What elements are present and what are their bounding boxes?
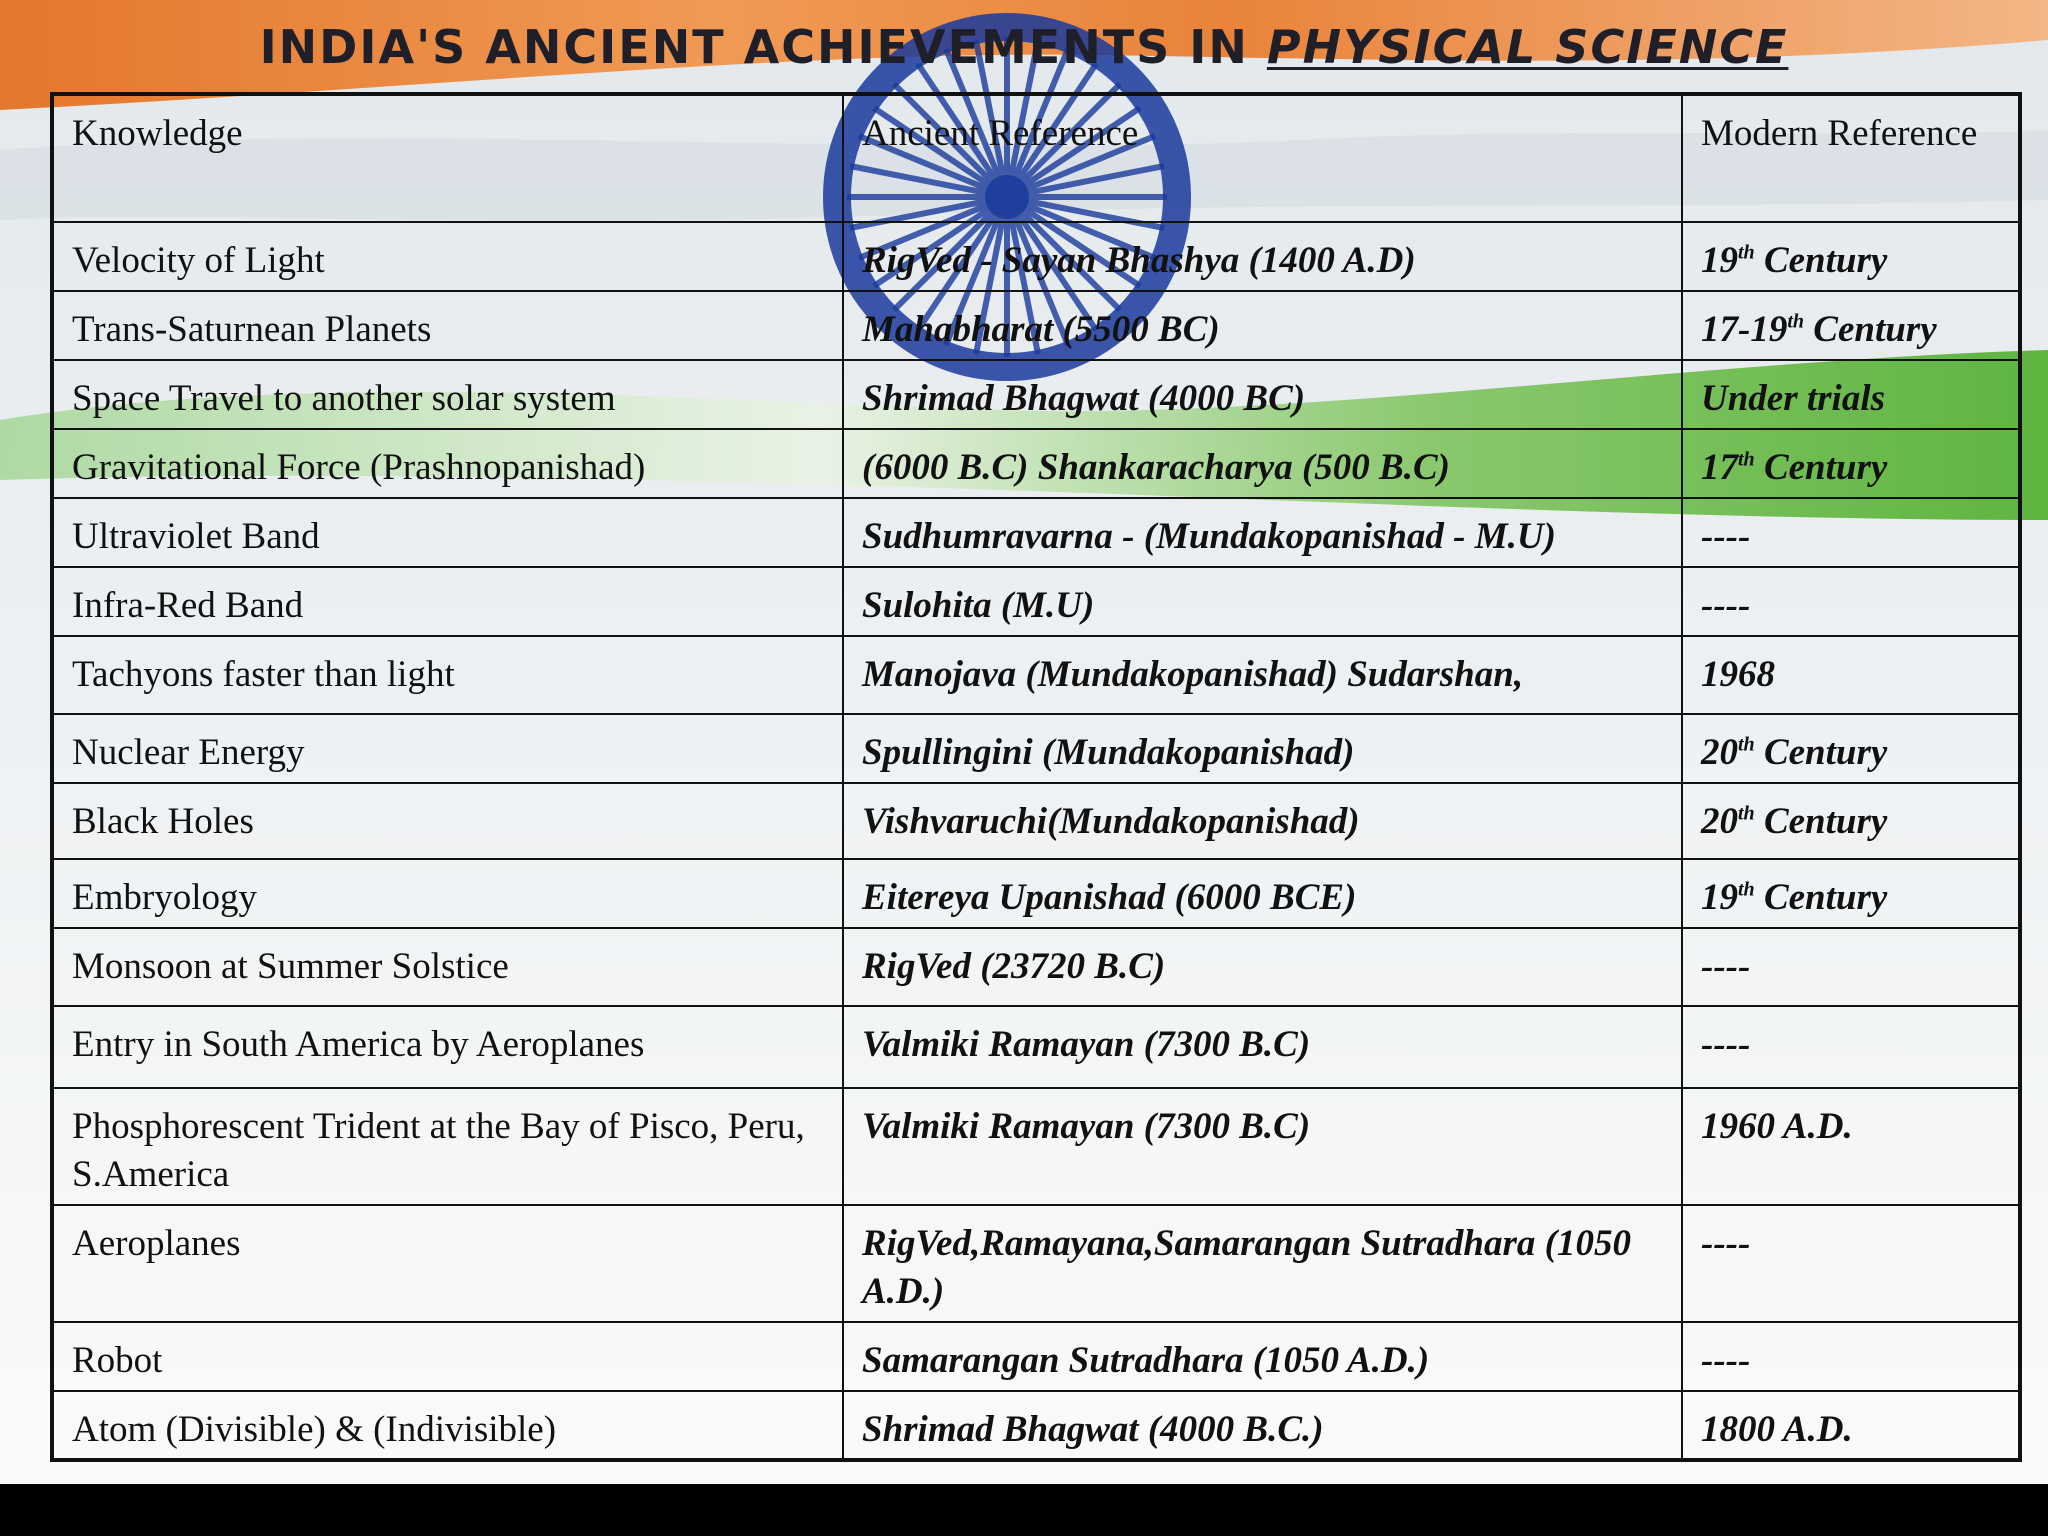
cell-knowledge: Atom (Divisible) & (Indivisible) <box>52 1391 843 1460</box>
slide-title <box>0 8 2048 86</box>
title-emphasis: PHYSICAL SCIENCE <box>1266 20 1789 74</box>
cell-ancient-reference: Shrimad Bhagwat (4000 BC) <box>843 360 1682 429</box>
cell-knowledge: Entry in South America by Aeroplanes <box>52 1006 843 1088</box>
table-row <box>52 636 2020 714</box>
modern-suffix: Century <box>1754 732 1888 773</box>
cell-knowledge: Space Travel to another solar system <box>52 360 843 429</box>
cell-ancient-reference: Valmiki Ramayan (7300 B.C) <box>843 1006 1682 1088</box>
cell-knowledge: Aeroplanes <box>52 1205 843 1322</box>
cell-modern-reference <box>1682 859 2020 928</box>
table-row <box>52 360 2020 429</box>
table-row <box>52 291 2020 360</box>
achievements-table-container <box>50 92 2018 1454</box>
cell-ancient-reference: RigVed (23720 B.C) <box>843 928 1682 1006</box>
header-ancient-reference: Ancient Reference <box>843 94 1682 222</box>
cell-modern-reference <box>1682 1006 2020 1088</box>
cell-modern-reference <box>1682 291 2020 360</box>
table-row <box>52 429 2020 498</box>
table-row <box>52 859 2020 928</box>
cell-modern-reference <box>1682 783 2020 859</box>
cell-modern-reference <box>1682 1391 2020 1460</box>
modern-main: Under trials <box>1701 378 1886 419</box>
cell-modern-reference <box>1682 222 2020 291</box>
bottom-bar <box>0 1484 2048 1536</box>
modern-superscript: th <box>1738 448 1755 471</box>
cell-ancient-reference: RigVed - Sayan Bhashya (1400 A.D) <box>843 222 1682 291</box>
cell-ancient-reference: RigVed,Ramayana,Samarangan Sutradhara (1050 A.D.) <box>843 1205 1682 1322</box>
table-row <box>52 1088 2020 1205</box>
cell-ancient-reference: Mahabharat (5500 BC) <box>843 291 1682 360</box>
cell-ancient-reference: (6000 B.C) Shankaracharya (500 B.C) <box>843 429 1682 498</box>
cell-modern-reference <box>1682 928 2020 1006</box>
cell-modern-reference <box>1682 567 2020 636</box>
cell-ancient-reference: Valmiki Ramayan (7300 B.C) <box>843 1088 1682 1205</box>
cell-knowledge: Robot <box>52 1322 843 1391</box>
cell-knowledge: Velocity of Light <box>52 222 843 291</box>
cell-knowledge: Trans-Saturnean Planets <box>52 291 843 360</box>
modern-main: 20 <box>1701 732 1738 773</box>
modern-suffix: Century <box>1754 877 1888 918</box>
table-row <box>52 1391 2020 1460</box>
cell-modern-reference <box>1682 1322 2020 1391</box>
cell-ancient-reference: Samarangan Sutradhara (1050 A.D.) <box>843 1322 1682 1391</box>
modern-suffix: Century <box>1804 309 1937 350</box>
cell-modern-reference <box>1682 714 2020 783</box>
modern-superscript: th <box>1738 733 1755 756</box>
cell-ancient-reference: Sudhumravarna - (Mundakopanishad - M.U) <box>843 498 1682 567</box>
modern-main: 19 <box>1701 877 1738 918</box>
modern-main: ---- <box>1701 1223 1751 1264</box>
cell-ancient-reference: Vishvaruchi(Mundakopanishad) <box>843 783 1682 859</box>
cell-modern-reference <box>1682 429 2020 498</box>
table-row <box>52 1205 2020 1322</box>
header-modern-reference: Modern Reference <box>1682 94 2020 222</box>
modern-main: 1960 A.D. <box>1701 1106 1853 1147</box>
modern-suffix: Century <box>1754 447 1888 488</box>
cell-knowledge: Infra-Red Band <box>52 567 843 636</box>
modern-main: 20 <box>1701 801 1738 842</box>
modern-main: 1800 A.D. <box>1701 1409 1853 1450</box>
table-row <box>52 567 2020 636</box>
cell-ancient-reference: Spullingini (Mundakopanishad) <box>843 714 1682 783</box>
cell-modern-reference <box>1682 1088 2020 1205</box>
table-row <box>52 714 2020 783</box>
cell-modern-reference <box>1682 636 2020 714</box>
modern-superscript: th <box>1738 802 1755 825</box>
modern-main: 17-19 <box>1701 309 1788 350</box>
modern-main: ---- <box>1701 585 1751 626</box>
achievements-table <box>50 92 2022 1462</box>
modern-main: ---- <box>1701 516 1751 557</box>
table-row <box>52 1322 2020 1391</box>
modern-main: ---- <box>1701 946 1751 987</box>
table-header-row <box>52 94 2020 222</box>
modern-suffix: Century <box>1754 240 1888 281</box>
modern-main: ---- <box>1701 1340 1751 1381</box>
cell-knowledge: Embryology <box>52 859 843 928</box>
table-row <box>52 222 2020 291</box>
table-row <box>52 1006 2020 1088</box>
table-row <box>52 498 2020 567</box>
modern-suffix: Century <box>1754 801 1888 842</box>
cell-knowledge: Phosphorescent Trident at the Bay of Pisco, Peru, S.America <box>52 1088 843 1205</box>
modern-superscript: th <box>1738 878 1755 901</box>
cell-modern-reference <box>1682 360 2020 429</box>
cell-knowledge: Ultraviolet Band <box>52 498 843 567</box>
cell-knowledge: Monsoon at Summer Solstice <box>52 928 843 1006</box>
cell-ancient-reference: Shrimad Bhagwat (4000 B.C.) <box>843 1391 1682 1460</box>
cell-knowledge: Tachyons faster than light <box>52 636 843 714</box>
modern-main: 17 <box>1701 447 1738 488</box>
cell-ancient-reference: Eitereya Upanishad (6000 BCE) <box>843 859 1682 928</box>
header-knowledge: Knowledge <box>52 94 843 222</box>
modern-superscript: th <box>1738 241 1755 264</box>
modern-main: 19 <box>1701 240 1738 281</box>
cell-modern-reference <box>1682 498 2020 567</box>
cell-ancient-reference: Manojava (Mundakopanishad) Sudarshan, <box>843 636 1682 714</box>
table-row <box>52 783 2020 859</box>
cell-modern-reference <box>1682 1205 2020 1322</box>
modern-main: ---- <box>1701 1024 1751 1065</box>
cell-knowledge: Gravitational Force (Prashnopanishad) <box>52 429 843 498</box>
title-prefix: INDIA'S ANCIENT ACHIEVEMENTS IN <box>259 20 1267 74</box>
cell-knowledge: Black Holes <box>52 783 843 859</box>
cell-ancient-reference: Sulohita (M.U) <box>843 567 1682 636</box>
cell-knowledge: Nuclear Energy <box>52 714 843 783</box>
table-row <box>52 928 2020 1006</box>
modern-main: 1968 <box>1701 654 1775 695</box>
modern-superscript: th <box>1787 310 1805 333</box>
